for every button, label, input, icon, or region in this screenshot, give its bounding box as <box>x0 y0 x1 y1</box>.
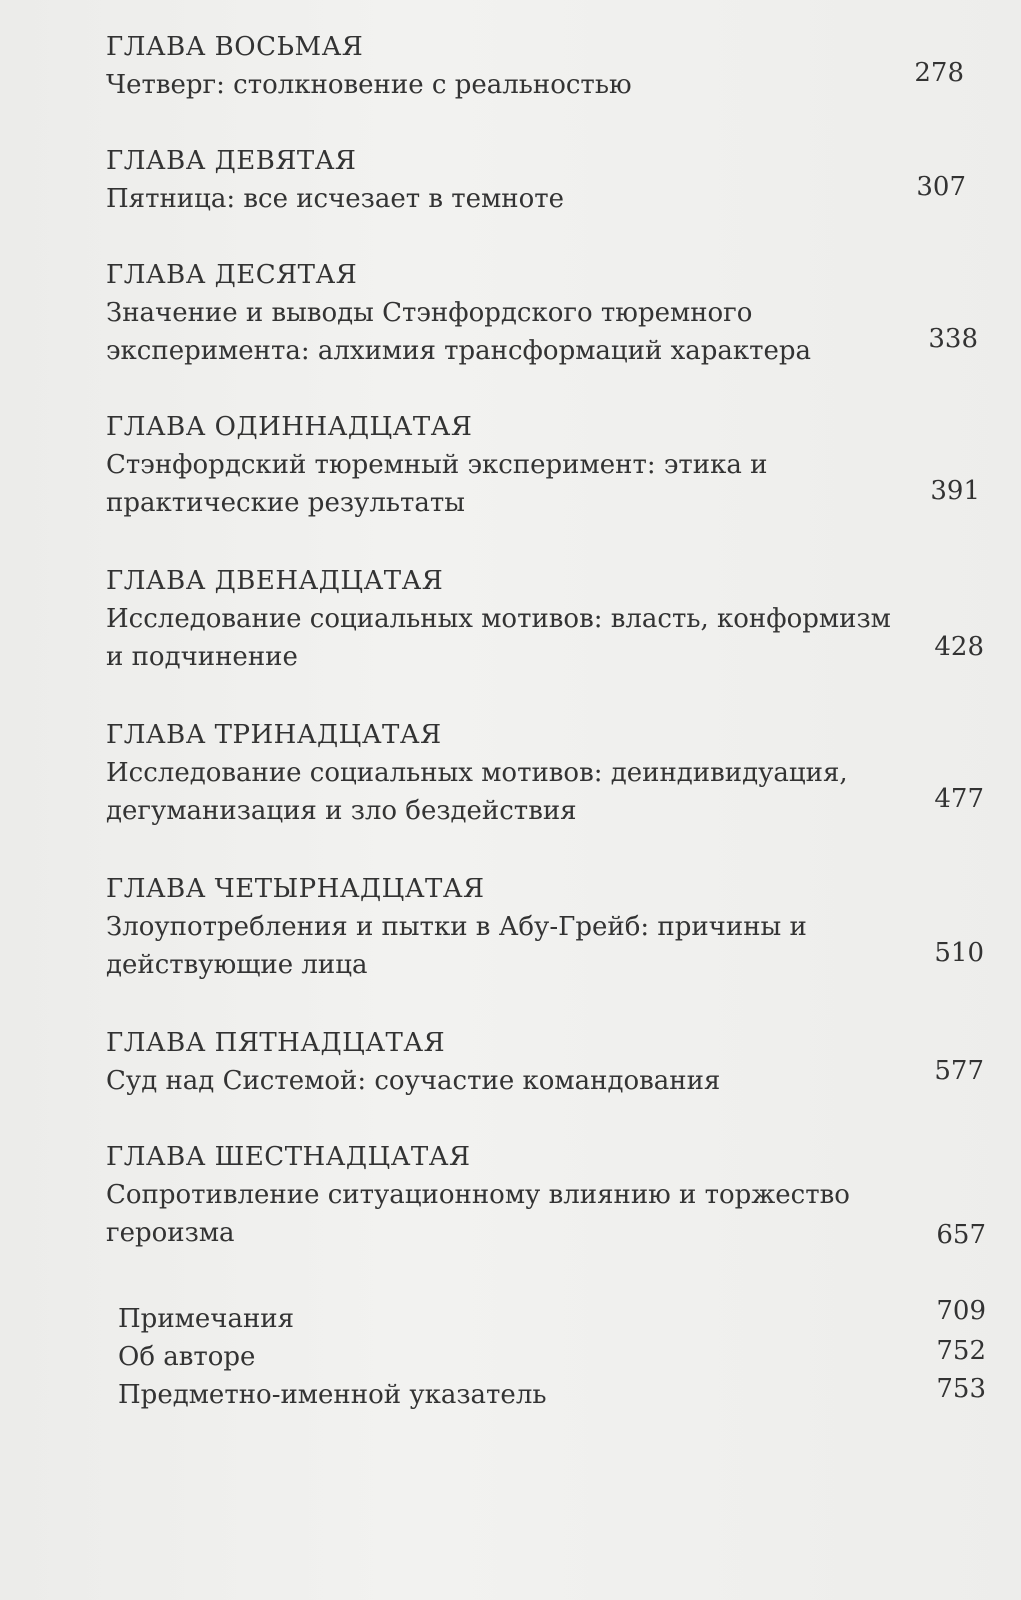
chapter-title: Исследование социальных мотивов: деиндивидуация, дегуманизация и зло бездействия <box>106 758 848 826</box>
toc-entry-chapter-14 <box>106 870 986 984</box>
chapter-title: Значение и выводы Стэнфордского тюремного эксперимента: алхимия трансформаций характера <box>106 298 812 366</box>
toc-entry-chapter-15 <box>106 1024 986 1100</box>
page-number: 428 <box>934 632 984 662</box>
back-matter-item-notes <box>118 1296 986 1338</box>
page-number: 278 <box>914 58 964 88</box>
page-number: 657 <box>936 1220 986 1250</box>
chapter-title: Четверг: столкновение с реальностью <box>106 70 632 100</box>
page-number: 753 <box>936 1374 986 1404</box>
chapter-title: Исследование социальных мотивов: власть, конформизм и подчинение <box>106 604 891 672</box>
page-number: 338 <box>928 324 978 354</box>
toc-entry-chapter-16 <box>106 1138 986 1252</box>
chapter-title: Суд над Системой: соучастие командования <box>106 1066 721 1096</box>
toc-entry-chapter-11 <box>106 408 986 522</box>
toc-entry-chapter-12 <box>106 562 986 676</box>
page-number: 477 <box>934 784 984 814</box>
chapter-heading: ГЛАВА ДВЕНАДЦАТАЯ <box>106 566 444 596</box>
page-number: 577 <box>934 1056 984 1086</box>
back-matter-title: Предметно-именной указатель <box>118 1380 547 1410</box>
chapter-heading: ГЛАВА ПЯТНАДЦАТАЯ <box>106 1028 446 1058</box>
back-matter-title: Об авторе <box>118 1342 256 1372</box>
toc-entry-chapter-9 <box>106 142 986 218</box>
toc-entry-chapter-10 <box>106 256 986 370</box>
page-number: 510 <box>934 938 984 968</box>
chapter-heading: ГЛАВА ЧЕТЫРНАДЦАТАЯ <box>106 874 485 904</box>
page-number: 391 <box>930 476 980 506</box>
chapter-heading: ГЛАВА ТРИНАДЦАТАЯ <box>106 720 442 750</box>
toc-entry-chapter-13 <box>106 716 986 830</box>
chapter-heading: ГЛАВА ДЕВЯТАЯ <box>106 146 357 176</box>
chapter-title: Пятница: все исчезает в темноте <box>106 184 565 214</box>
toc-entry-chapter-8 <box>106 28 986 104</box>
chapter-title: Стэнфордский тюремный эксперимент: этика и практические результаты <box>106 450 768 518</box>
page-number: 752 <box>936 1336 986 1366</box>
page-number: 307 <box>916 172 966 202</box>
chapter-title: Злоупотребления и пытки в Абу-Грейб: причины и действующие лица <box>106 912 807 980</box>
chapter-title: Сопротивление ситуационному влиянию и торжество героизма <box>106 1180 850 1248</box>
chapter-heading: ГЛАВА ОДИННАДЦАТАЯ <box>106 412 473 442</box>
chapter-heading: ГЛАВА ШЕСТНАДЦАТАЯ <box>106 1142 471 1172</box>
back-matter-title: Примечания <box>118 1304 295 1334</box>
back-matter-list <box>118 1296 986 1414</box>
page-number: 709 <box>936 1296 986 1326</box>
chapter-heading: ГЛАВА ВОСЬМАЯ <box>106 32 364 62</box>
back-matter-item-index <box>118 1376 986 1414</box>
back-matter-item-about-author <box>118 1338 986 1376</box>
chapter-heading: ГЛАВА ДЕСЯТАЯ <box>106 260 358 290</box>
